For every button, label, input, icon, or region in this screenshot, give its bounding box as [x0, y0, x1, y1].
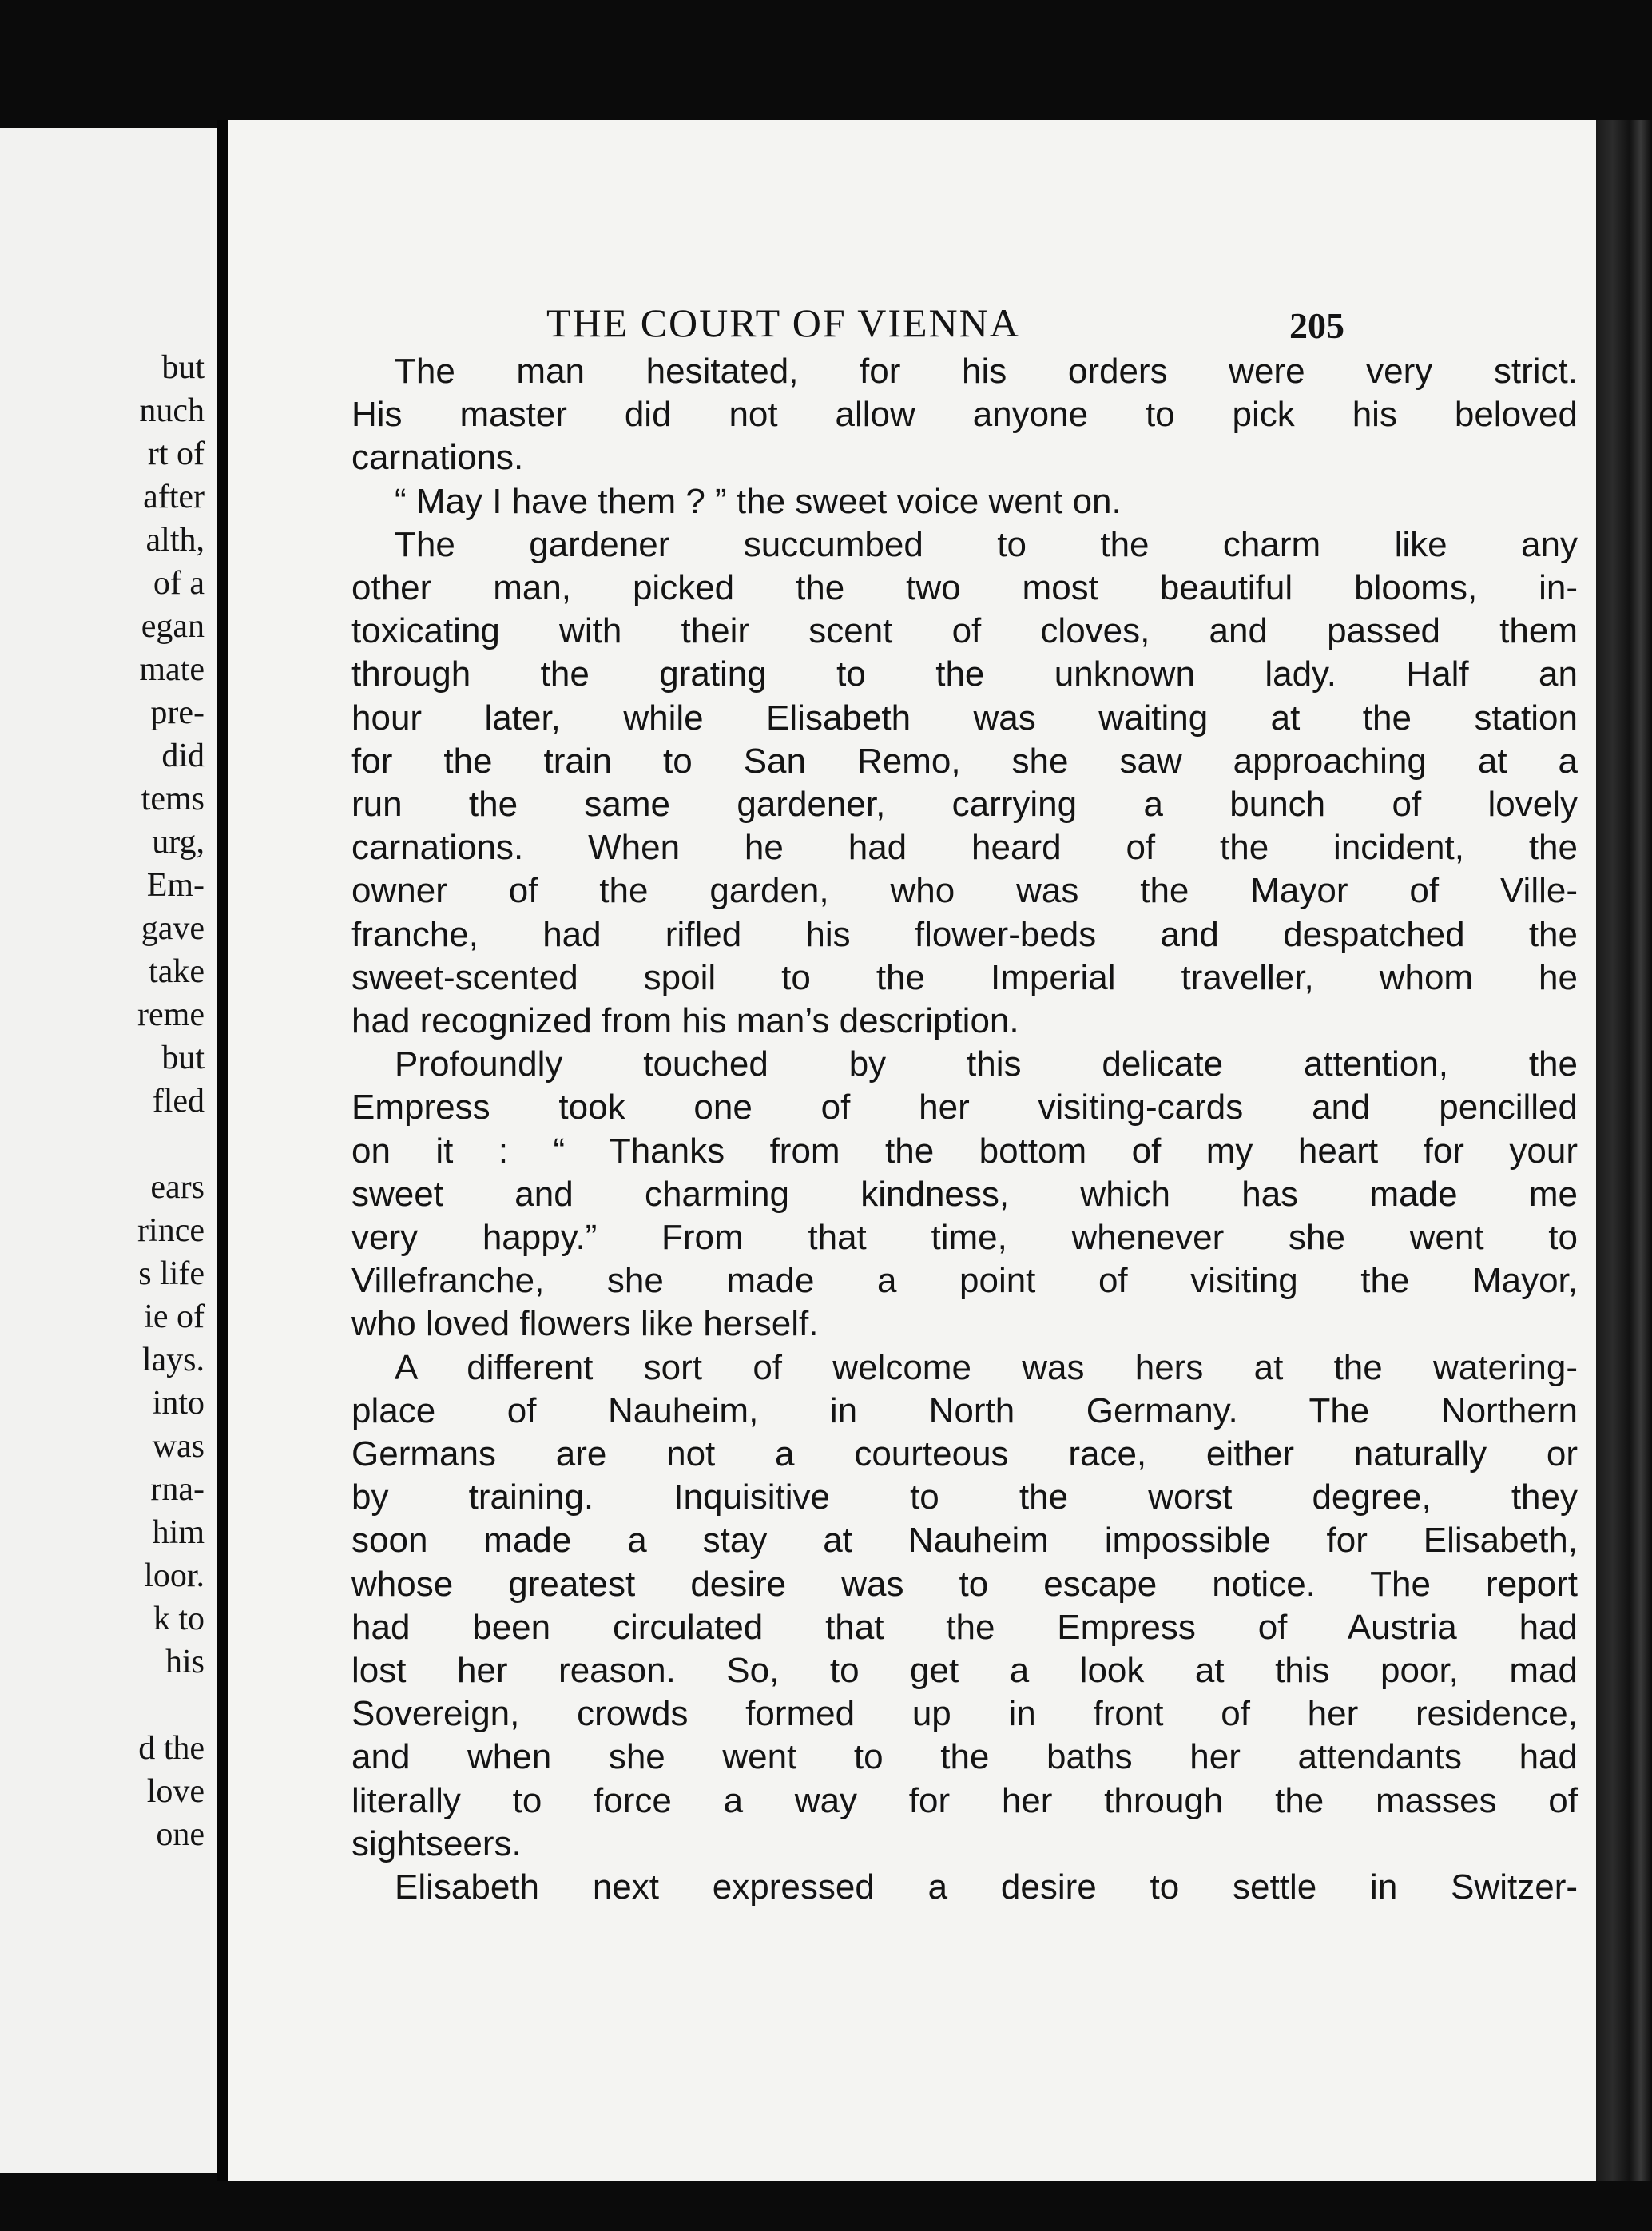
body-line: Profoundly touched by this delicate attention, the	[395, 1044, 1578, 1084]
body-line: Germans are not a courteous race, either naturally or	[351, 1434, 1578, 1473]
left-page-line: nuch	[139, 392, 205, 429]
left-page-line: gave	[141, 910, 205, 947]
left-page-line: after	[143, 479, 205, 515]
body-line: hour later, while Elisabeth was waiting at the station	[351, 698, 1578, 738]
left-page-line: ears	[150, 1169, 205, 1206]
left-page-line: rt of	[147, 435, 205, 472]
book-gutter	[217, 120, 228, 2181]
body-line: The man hesitated, for his orders were very strict.	[395, 352, 1578, 391]
left-page-line: into	[152, 1385, 205, 1422]
left-page-line: egan	[141, 608, 205, 645]
left-page-line: loor.	[144, 1557, 205, 1594]
left-page-line: rince	[137, 1212, 205, 1249]
body-line: His master did not allow anyone to pick his beloved	[351, 395, 1578, 435]
body-line: Sovereign, crowds formed up in front of her residence,	[351, 1694, 1578, 1734]
left-page-line: take	[149, 953, 205, 990]
left-page-line: reme	[137, 996, 205, 1033]
left-page-line: but	[161, 349, 205, 386]
left-page-line: pre-	[150, 694, 205, 731]
left-page-line: urg,	[152, 824, 205, 861]
body-line: owner of the garden, who was the Mayor of Ville-	[351, 871, 1578, 911]
body-line: toxicating with their scent of cloves, and passed them	[351, 611, 1578, 651]
page-edge-shadow	[1596, 120, 1652, 2181]
body-line: sweet-scented spoil to the Imperial traveller, whom he	[351, 957, 1578, 997]
body-line: who loved flowers like herself.	[351, 1304, 819, 1344]
body-line: other man, picked the two most beautiful blooms, in-	[351, 568, 1578, 607]
right-page	[228, 120, 1596, 2181]
body-line: carnations. When he had heard of the incident, the	[351, 828, 1578, 868]
body-line: Elisabeth next expressed a desire to settle in Switzer-	[395, 1867, 1578, 1907]
left-page-line: alth,	[145, 522, 205, 559]
body-line: had recognized from his man’s description.	[351, 1001, 1019, 1040]
body-line: sightseers.	[351, 1823, 522, 1863]
left-page-line: him	[152, 1514, 205, 1551]
body-line: A different sort of welcome was hers at the watering-	[395, 1347, 1578, 1387]
left-page-line: but	[161, 1040, 205, 1076]
body-line: The gardener succumbed to the charm like any	[395, 524, 1578, 564]
body-line: very happy.” From that time, whenever she went to	[351, 1218, 1578, 1257]
running-head	[228, 300, 1596, 348]
body-line: whose greatest desire was to escape notice. The report	[351, 1564, 1578, 1604]
body-line: for the train to San Remo, she saw approaching at a	[351, 741, 1578, 781]
left-page-line: k to	[153, 1601, 205, 1637]
left-page-line: of a	[153, 565, 205, 602]
body-line: soon made a stay at Nauheim impossible for Elisabeth,	[351, 1521, 1578, 1561]
left-page-line: s life	[138, 1255, 205, 1292]
body-line: franche, had rifled his flower-beds and despatched the	[351, 914, 1578, 954]
body-line: literally to force a way for her through the masses of	[351, 1780, 1578, 1820]
left-page-line: was	[152, 1428, 205, 1465]
body-line: had been circulated that the Empress of Austria had	[351, 1607, 1578, 1647]
left-page-line: lays.	[141, 1342, 205, 1378]
body-line: and when she went to the baths her attendants had	[351, 1737, 1578, 1777]
left-page-line: tems	[141, 781, 205, 817]
body-line: through the grating to the unknown lady. Half an	[351, 654, 1578, 694]
body-line: “ May I have them ? ” the sweet voice went on.	[395, 481, 1122, 521]
running-title: THE COURT OF VIENNA	[546, 300, 1020, 345]
left-page-line: ie of	[144, 1298, 205, 1335]
left-page-line: his	[165, 1644, 205, 1680]
left-page-line: d the	[138, 1730, 205, 1767]
page-number: 205	[1289, 305, 1344, 346]
body-line: on it : “ Thanks from the bottom of my heart for your	[351, 1131, 1578, 1171]
body-line: Villefranche, she made a point of visiting the Mayor,	[351, 1261, 1578, 1301]
left-page-line: fled	[152, 1083, 205, 1119]
body-line: run the same gardener, carrying a bunch of lovely	[351, 785, 1578, 824]
left-page-line: one	[156, 1816, 205, 1853]
left-page-line: love	[146, 1773, 205, 1810]
body-line: by training. Inquisitive to the worst degree, they	[351, 1477, 1578, 1517]
body-line: lost her reason. So, to get a look at this poor, mad	[351, 1651, 1578, 1690]
body-line: Empress took one of her visiting-cards and pencilled	[351, 1088, 1578, 1127]
left-page-line: rna-	[150, 1471, 205, 1508]
left-page	[0, 128, 217, 2173]
left-page-line: mate	[139, 651, 205, 688]
body-line: carnations.	[351, 438, 524, 478]
left-page-line: did	[161, 738, 205, 774]
left-page-line: Em-	[146, 867, 205, 904]
body-line: place of Nauheim, in North Germany. The Northern	[351, 1390, 1578, 1430]
body-line: sweet and charming kindness, which has made me	[351, 1174, 1578, 1214]
